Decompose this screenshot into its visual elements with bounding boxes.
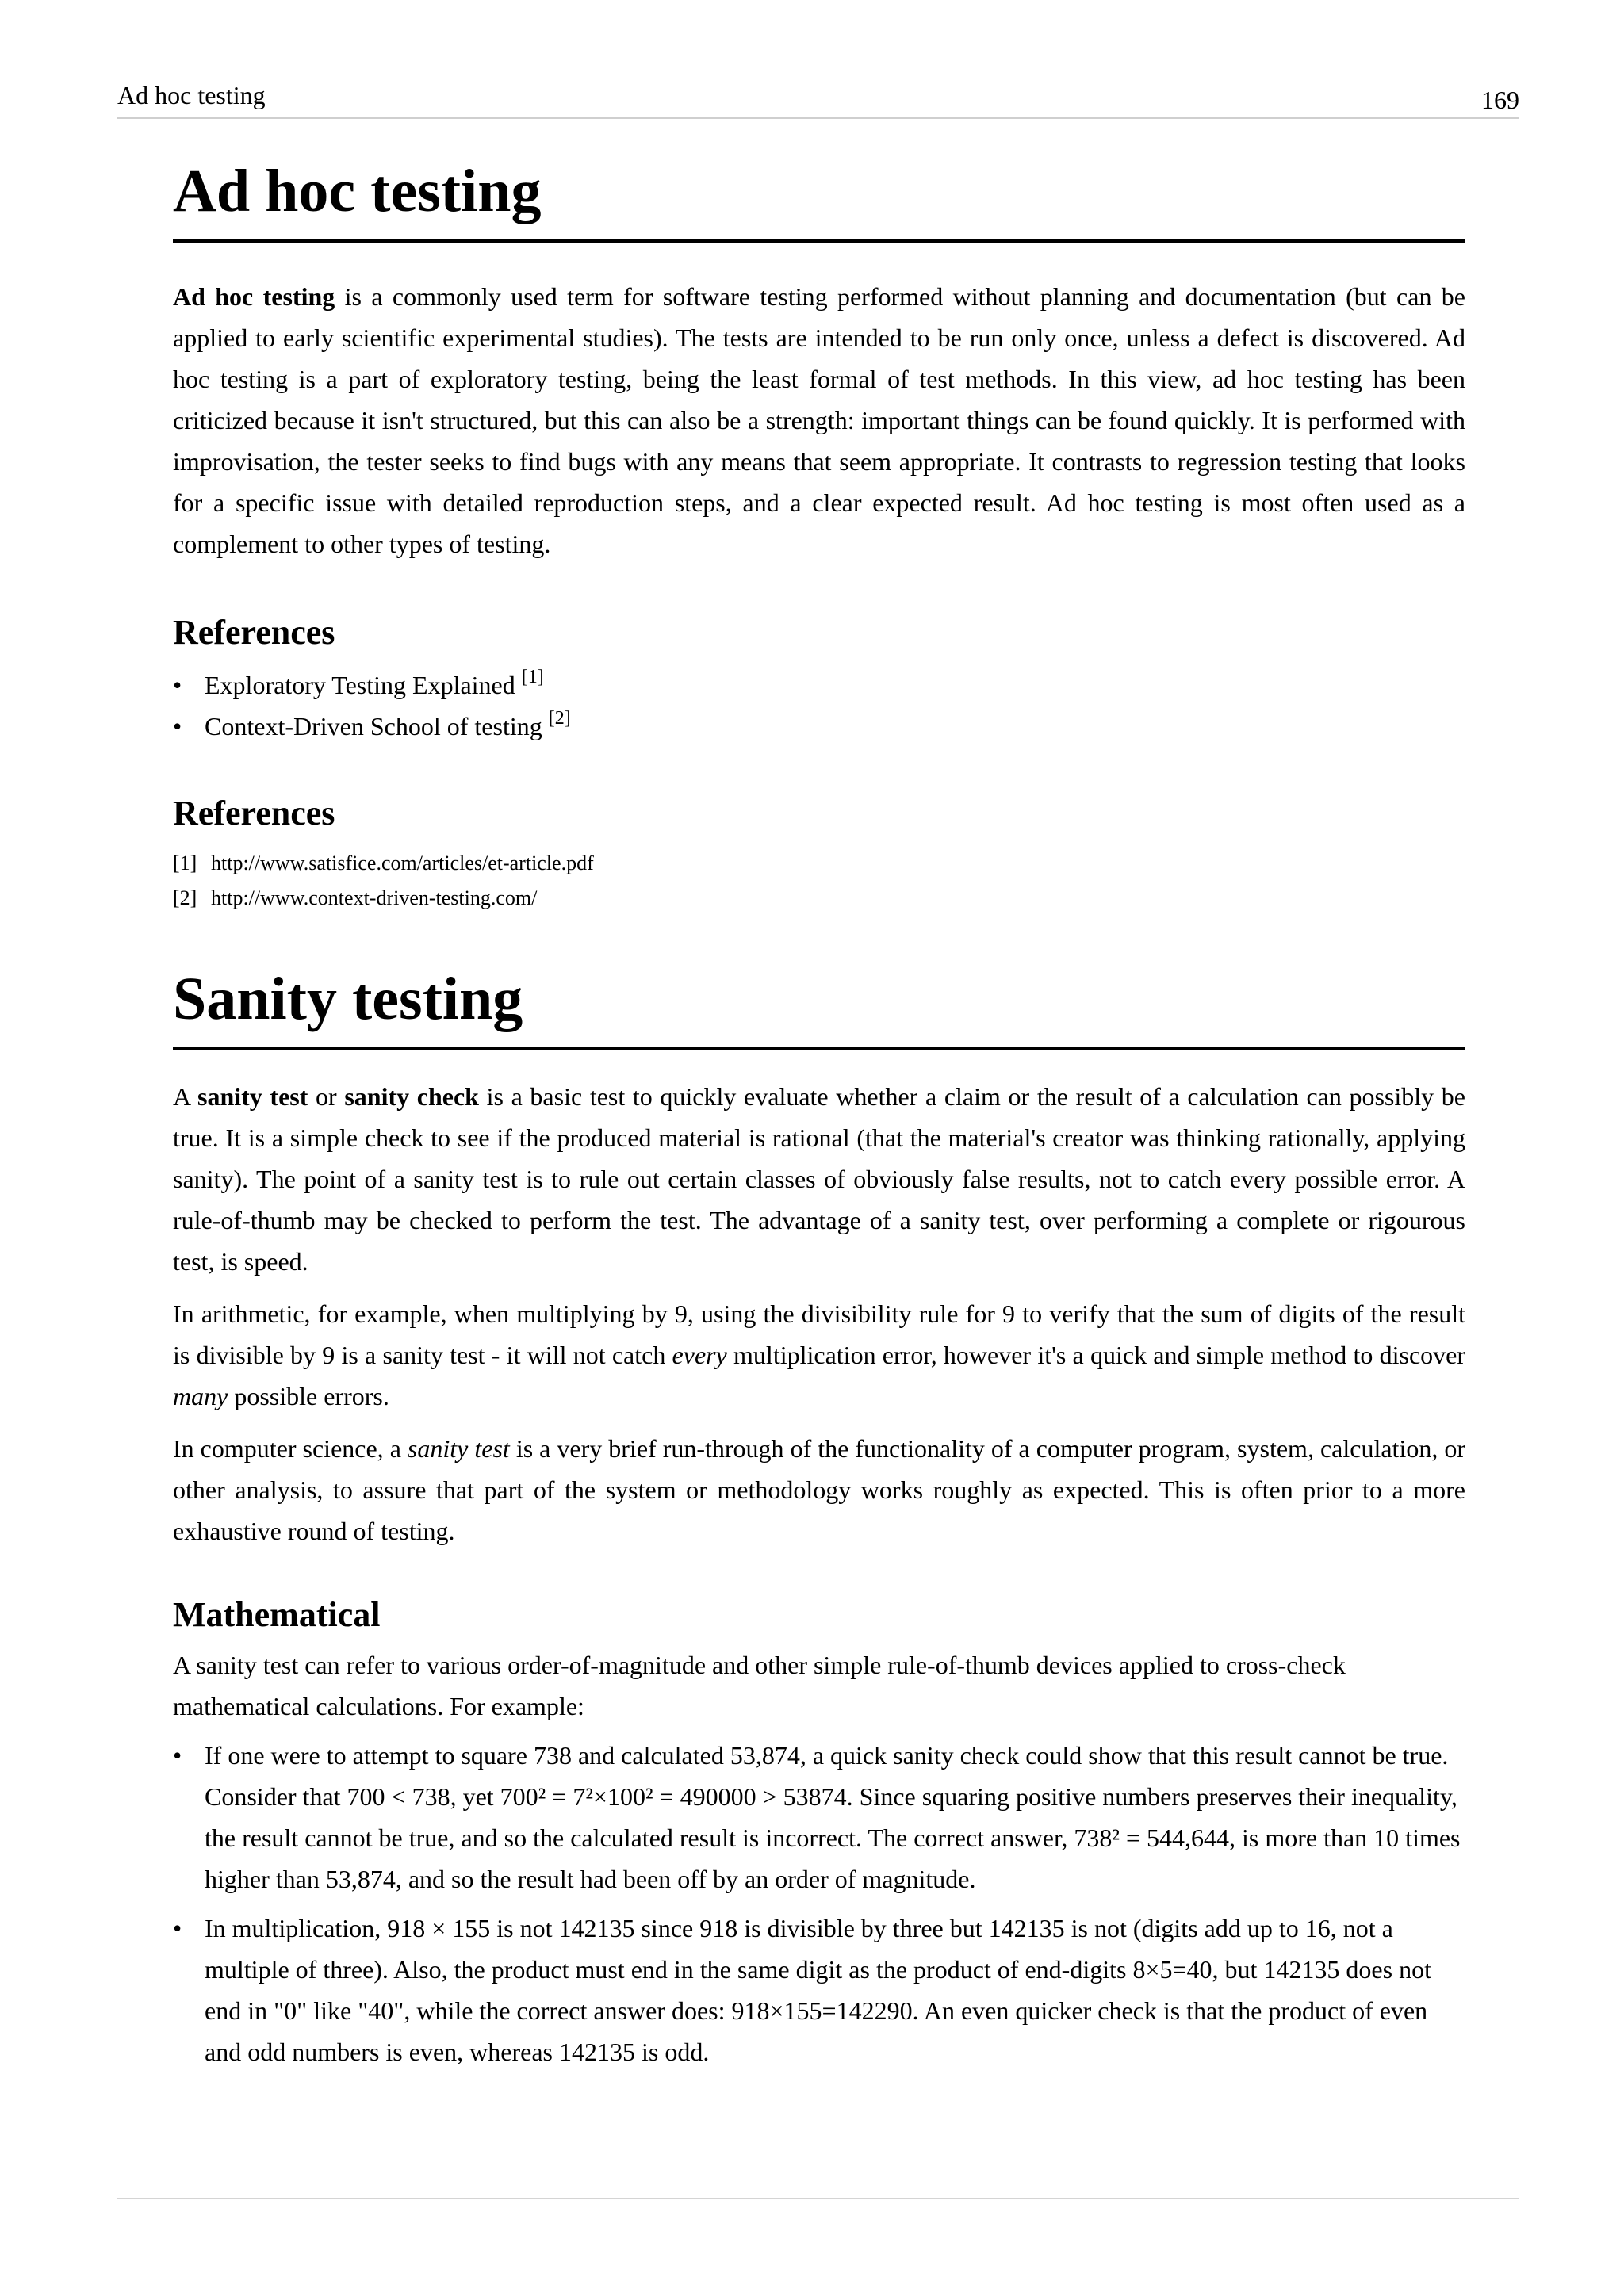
- citation-number: [2]: [173, 886, 197, 910]
- sanity-term: sanity test: [197, 1081, 308, 1111]
- math-intro: A sanity test can refer to various order-of-magnitude and other simple rule-of-thumb devices applied to cross-check mathematical calculations. For example:: [173, 1650, 1346, 1720]
- adhoc-term: Ad hoc testing: [173, 281, 335, 311]
- sanity-section: [173, 966, 1465, 2072]
- adhoc-refs-list: [173, 664, 1465, 747]
- list-item: [173, 664, 1465, 706]
- list-item: [173, 706, 1465, 747]
- page-number: 169: [1481, 86, 1519, 114]
- ref-mark[interactable]: [2]: [548, 708, 571, 729]
- adhoc-intro-text: is a commonly used term for software testing performed without planning and documentation (but can be applied to early scientific experimental studies). The tests are intended to be run only once, unless a defect is discovered. Ad hoc testing is a part of exploratory testing, being the least formal of test methods. In this view, ad hoc testing has been criticized because it isn't structured, but this can also be a strength: important things can be found quickly. It is performed with improvisation, the tester seeks to find bugs with any means that seem appropriate. It contrasts to regression testing that looks for a specific issue with detailed reproduction steps, and a clear expected result. Ad hoc testing is most often used as a complement to other types of testing.: [173, 281, 1466, 558]
- citation-number: [1]: [173, 851, 197, 875]
- math-examples-list: [173, 1735, 1465, 2072]
- running-header-title: Ad hoc testing: [117, 81, 266, 109]
- running-header: [117, 78, 1519, 119]
- citation-item: [173, 846, 1465, 881]
- citation-item: [173, 881, 1465, 916]
- sanity-cs-paragraph: In computer science, a sanity test is a very brief run-through of the functionality of a computer program, system, calculation, or other analysis, to assure that part of the system or methodology works roughly as expected. This is often prior to a more exhaustive round of testing.: [173, 1433, 1466, 1545]
- list-item: • In multiplication, 918 × 155 is not 142135 since 918 is divisible by three but 142135 is not (digits add up to 16, not a multiple of three). Also, the product must end in the same digit as the product of end-digits 8×5=40, but 142135 does not end in "0" like "40", while the correct answer does: 918×155=142290. An even quicker check is that the product of even and odd numbers is even, whereas 142135 is odd.: [173, 1908, 1465, 2072]
- math-heading: Mathematical: [173, 1594, 381, 1634]
- sanity-arithmetic-paragraph: In arithmetic, for example, when multiplying by 9, using the divisibility rule for 9 to verify that the sum of digits of the result is divisible by 9 is a sanity test - it will not catch every multiplication error, however it's a quick and simple method to discover many possible errors.: [173, 1299, 1466, 1410]
- adhoc-citations: [173, 846, 1465, 916]
- ref-link-exploratory[interactable]: Exploratory Testing Explained: [205, 671, 522, 700]
- adhoc-intro: [173, 276, 1465, 564]
- page-content: [173, 159, 1465, 2072]
- list-item: • If one were to attempt to square 738 and calculated 53,874, a quick sanity check could show that this result cannot be true. Consider that 700 < 738, yet 700² = 7²×100² = 490000 > 53874. Since squaring positive numbers preserves their inequality, the result cannot be true, and so the calculated result is incorrect. The correct answer, 738² = 544,644, is more than 10 times higher than 53,874, and so the result had been off by an order of magnitude.: [173, 1735, 1465, 1900]
- sanity-intro: A sanity test or sanity check is a basic test to quickly evaluate whether a claim or the result of a calculation can possibly be true. It is a simple check to see if the produced material is rational (that the material's creator was thinking rationally, applying sanity). The point of a sanity test is to rule out certain classes of obviously false results, not to catch every possible error. A rule-of-thumb may be checked to perform the test. The advantage of a sanity test, over performing a complete or rigourous test, is speed.: [173, 1081, 1466, 1276]
- citation-url[interactable]: http://www.context-driven-testing.com/: [211, 886, 538, 910]
- adhoc-cites-heading: References: [173, 794, 335, 833]
- sanity-title: Sanity testing: [173, 966, 1465, 1050]
- sanity-check-term: sanity check: [344, 1081, 479, 1111]
- footer-rule: [117, 2198, 1519, 2199]
- ref-mark[interactable]: [1]: [521, 667, 544, 688]
- adhoc-section: [173, 159, 1465, 916]
- ref-link-context-driven[interactable]: Context-Driven School of testing: [205, 712, 549, 741]
- adhoc-refs-heading: References: [173, 612, 335, 652]
- adhoc-title: Ad hoc testing: [173, 159, 1465, 243]
- citation-url[interactable]: http://www.satisfice.com/articles/et-article.pdf: [211, 851, 594, 875]
